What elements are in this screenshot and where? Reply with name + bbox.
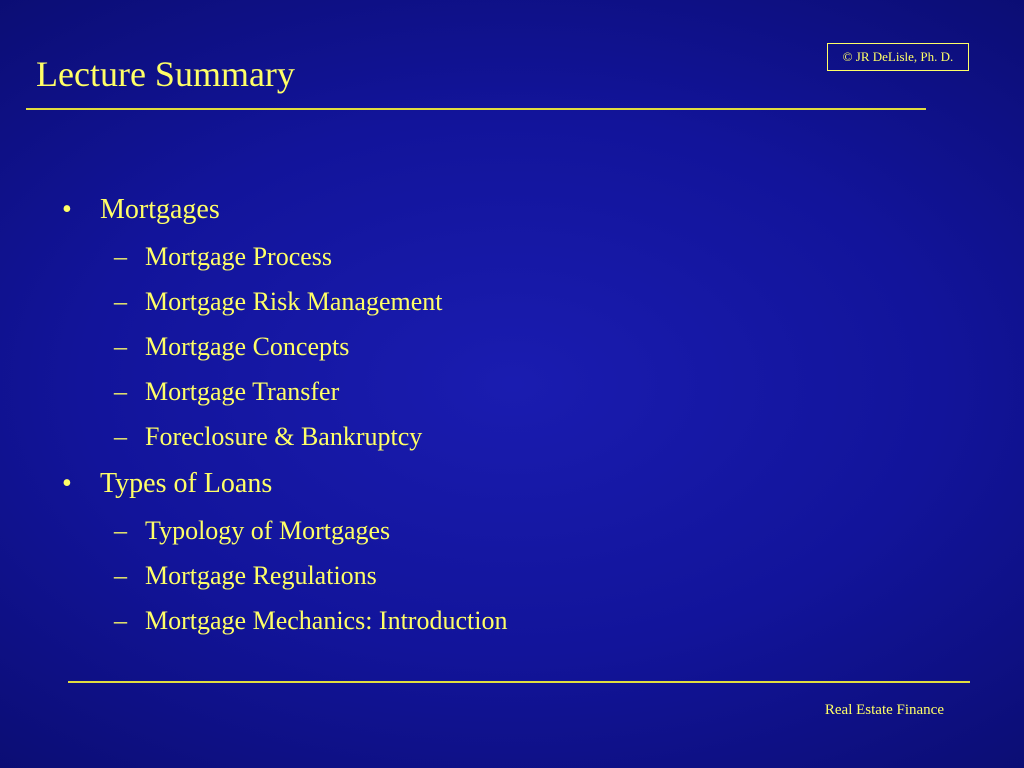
outline-subitem-label: Mortgage Regulations xyxy=(145,561,377,590)
outline-subitem-label: Mortgage Transfer xyxy=(145,377,340,406)
slide-title: Lecture Summary xyxy=(36,54,295,94)
outline-subitem-label: Mortgage Risk Management xyxy=(145,287,443,316)
outline-item-label: Types of Loans xyxy=(100,468,273,499)
dash-marker: – xyxy=(114,287,127,316)
outline-subitem-label: Typology of Mortgages xyxy=(145,516,391,545)
dash-marker: – xyxy=(114,606,127,635)
dash-marker: – xyxy=(114,422,127,451)
outline-item-label: Mortgages xyxy=(100,194,220,225)
dash-marker: – xyxy=(114,377,127,406)
dash-marker: – xyxy=(114,516,127,545)
footer-divider xyxy=(68,681,970,683)
dash-marker: – xyxy=(114,561,127,590)
copyright-notice: © JR DeLisle, Ph. D. xyxy=(827,43,969,71)
bullet-marker: • xyxy=(62,468,72,499)
dash-marker: – xyxy=(114,242,127,271)
bullet-marker: • xyxy=(62,194,72,225)
outline-subitem-label: Foreclosure & Bankruptcy xyxy=(145,422,423,451)
dash-marker: – xyxy=(114,332,127,361)
outline-subitem-label: Mortgage Mechanics: Introduction xyxy=(145,606,508,635)
footer-course-name: Real Estate Finance xyxy=(824,702,944,718)
outline-subitem-label: Mortgage Process xyxy=(145,242,333,271)
outline-subitem-label: Mortgage Concepts xyxy=(145,332,350,361)
